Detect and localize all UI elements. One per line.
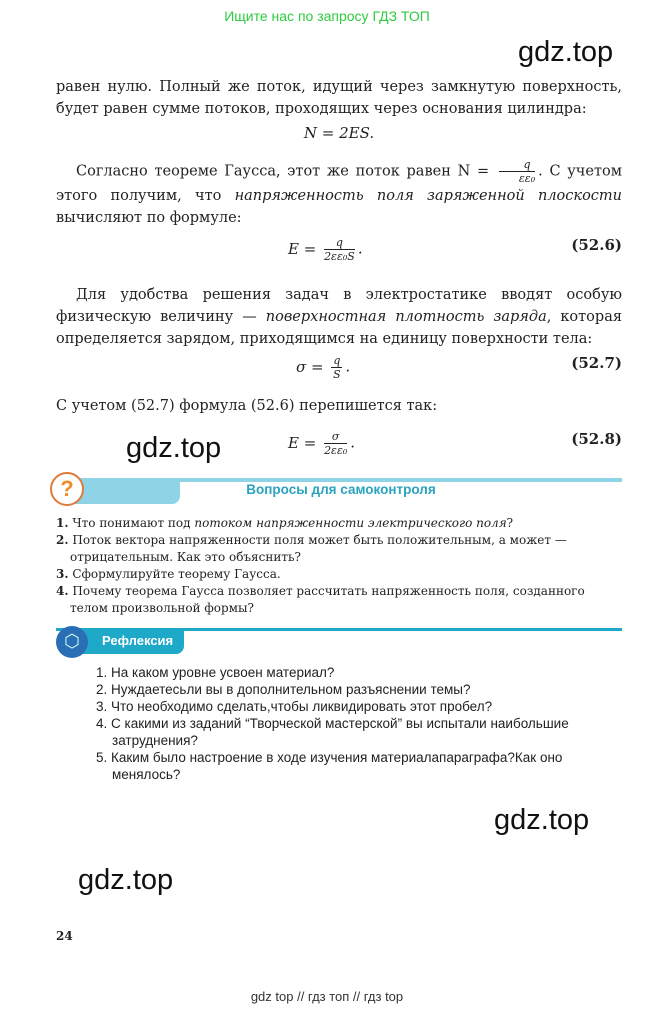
equation-52-8: E = $\frac{\sigma}{\text{2εε₀}}$ . (52.8) bbox=[288, 430, 622, 457]
reflection-item: 5. Каким было настроение в ходе изучения материалапараграфа?Как оно менялось? bbox=[96, 750, 563, 782]
watermark: gdz.top bbox=[126, 432, 222, 464]
reflection-list bbox=[96, 664, 626, 783]
reflection-item: 3. Что необходимо сделать,чтобы ликвидировать этот пробел? bbox=[96, 699, 493, 714]
question-item: 1. Что понимают под потоком напряженности электрического поля? bbox=[56, 516, 514, 530]
watermark: gdz.top bbox=[518, 36, 614, 68]
questions-header bbox=[60, 476, 622, 501]
equation-52-6: E = $\frac{q}{\text{2εε₀S}}$ . (52.6) bbox=[288, 236, 622, 263]
question-item: 4. Почему теорема Гаусса позволяет рассчитать напряженность поля, созданного телом произвольной формы? bbox=[56, 584, 585, 615]
question-item: 3. Сформулируйте теорему Гаусса. bbox=[56, 567, 281, 581]
reflection-item: 4. С какими из заданий “Творческой мастерской” вы испытали наибольшие затруднения? bbox=[96, 716, 569, 748]
molecule-icon: ⬡ bbox=[56, 626, 88, 658]
questions-list bbox=[56, 515, 622, 617]
paragraph: С учетом (52.7) формула (52.6) перепишется так: bbox=[56, 398, 438, 414]
reflection-item: 1. На каком уровне усвоен материал? bbox=[96, 665, 335, 680]
question-item: 2. Поток вектора напряженности поля может быть положительным, а может — отрицательным. Как это объяснить? bbox=[56, 533, 567, 564]
equation: N = 2ES. bbox=[303, 124, 375, 142]
watermark: gdz.top bbox=[494, 804, 590, 836]
footer-links[interactable]: gdz top // гдз топ // гдз top bbox=[250, 989, 404, 1004]
reflection-item: 2. Нуждаетесьли вы в дополнительном разъяснении темы? bbox=[96, 682, 471, 697]
reflection-title: Рефлексия bbox=[102, 633, 174, 648]
page-number: 24 bbox=[56, 929, 73, 943]
header-link[interactable]: Ищите нас по запросу ГДЗ ТОП bbox=[224, 8, 430, 24]
reflection-header bbox=[56, 628, 622, 652]
paragraph: Для удобства решения задач в электростатике вводят особую физическую величину — поверхностная плотность заряда, которая определяется зарядом, приходящимся на единицу поверхности тела: bbox=[56, 287, 622, 347]
questions-title: Вопросы для самоконтроля bbox=[246, 482, 436, 497]
equation-52-7: σ = $\frac{q}{S}$ . (52.7) bbox=[296, 354, 622, 381]
question-mark-icon: ? bbox=[50, 472, 84, 506]
paragraph: равен нулю. Полный же поток, идущий через замкнутую поверхность, будет равен сумме потоков, проходящих через основания цилиндра: bbox=[56, 79, 622, 117]
paragraph: Согласно теореме Гаусса, этот же поток равен N = $\frac{q}{\text{εε₀}}$ . С учетом этого получим, что напряженность поля заряженной плоскости вычисляют по формуле: bbox=[56, 158, 623, 226]
watermark: gdz.top bbox=[78, 864, 174, 896]
